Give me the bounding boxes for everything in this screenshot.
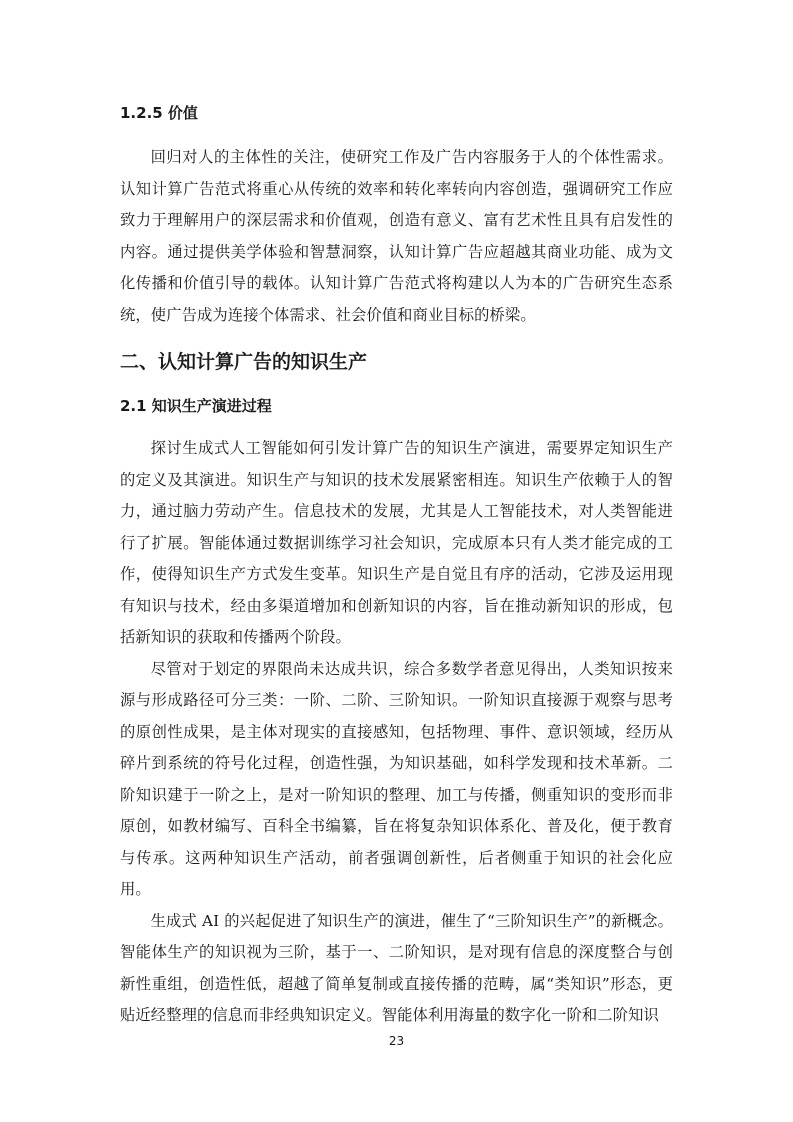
paragraph-knowledge-production-2: 尽管对于划定的界限尚未达成共识，综合多数学者意见得出，人类知识按来源与形成路径可分三类：一阶、二阶、三阶知识。一阶知识直接源于观察与思考的原创性成果，是主体对现实的直接感知，包括物理、事件、意识领域，经历从碎片到系统的符号化过程，创造性强，为知识基础，如科学发现和技术革新。二阶知识建于一阶之上，是对一阶知识的整理、加工与传播，侧重知识的变形而非原创，如教材编写、百科全书编纂，旨在将复杂知识体系化、普及化，便于教育与传承。这两种知识生产活动，前者强调创新性，后者侧重于知识的社会化应用。	[120, 659, 673, 898]
paragraph-value: 回归对人的主体性的关注，使研究工作及广告内容服务于人的个体性需求。认知计算广告范式将重心从传统的效率和转化率转向内容创造，强调研究工作应致力于理解用户的深层需求和价值观，创造有意义、富有艺术性且具有启发性的内容。通过提供美学体验和智慧洞察，认知计算广告应超越其商业功能、成为文化传播和价值引导的载体。认知计算广告范式将构建以人为本的广告研究生态系统，使广告成为连接个体需求、社会价值和商业目标的桥梁。	[120, 148, 673, 324]
section-heading-1-2-5: 1.2.5 价值	[120, 104, 198, 122]
paragraph-knowledge-production-3: 生成式 AI 的兴起促进了知识生产的演进，催生了“三阶知识生产”的新概念。智能体生产的知识视为三阶，基于一、二阶知识，是对现有信息的深度整合与创新性重组，创造性低，超越了简单复制或直接传播的范畴，属“类知识”形态，更贴近经整理的信息而非经典知识定义。智能体利用海量的数字化一阶和二阶知识	[120, 911, 673, 1024]
section-heading-2-1: 2.1 知识生产演进过程	[120, 397, 272, 415]
page-content	[120, 98, 673, 1032]
chapter-heading-2: 二、认知计算广告的知识生产	[120, 351, 368, 373]
paragraph-knowledge-production-1: 探讨生成式人工智能如何引发计算广告的知识生产演进，需要界定知识生产的定义及其演进。知识生产与知识的技术发展紧密相连。知识生产依赖于人的智力，通过脑力劳动产生。信息技术的发展，尤其是人工智能技术，对人类智能进行了扩展。智能体通过数据训练学习社会知识，完成原本只有人类才能完成的工作，使得知识生产方式发生变革。知识生产是自觉且有序的活动，它涉及运用现有知识与技术，经由多渠道增加和创新知识的内容，旨在推动新知识的形成，包括新知识的获取和传播两个阶段。	[120, 439, 673, 646]
page-number: 23	[388, 1034, 405, 1048]
